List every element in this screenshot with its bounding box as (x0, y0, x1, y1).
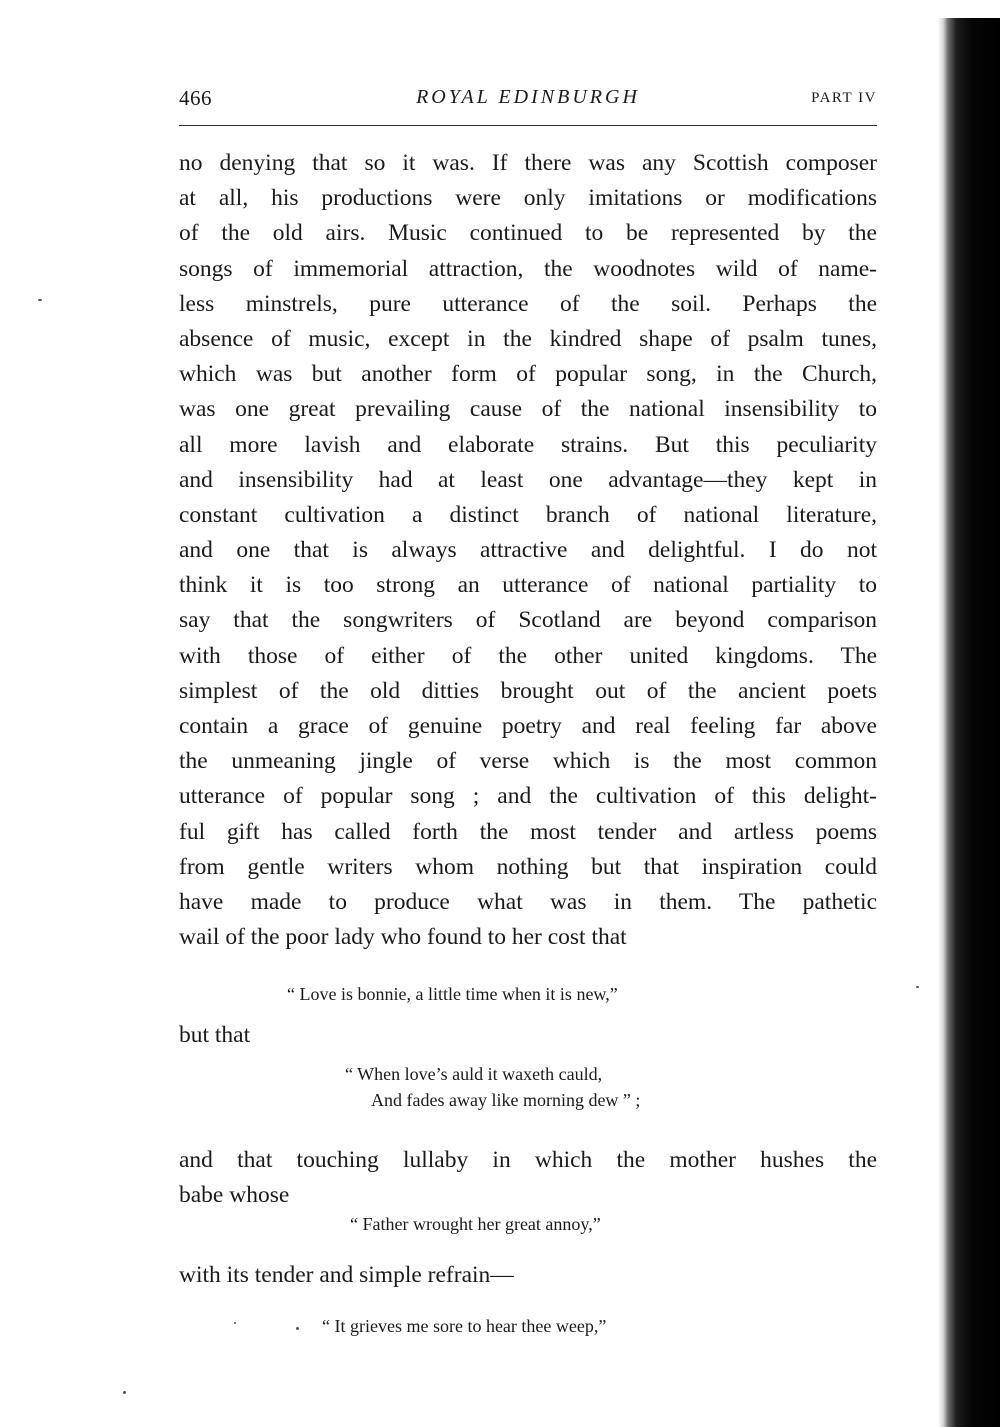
text-line: with those of either of the other united kingdoms. The (179, 642, 877, 669)
text-line: have made to produce what was in them. The pathetic (179, 888, 877, 915)
scan-speck (234, 1322, 236, 1324)
scan-speck (296, 1327, 299, 1330)
text-line: babe whose (179, 1182, 290, 1208)
text-line: songs of immemorial attraction, the woodnotes wild of name- (179, 255, 877, 282)
quote-when-loves-auld-line2: And fades away like morning dew ” ; (371, 1090, 641, 1110)
text-line: was one great prevailing cause of the national insensibility to (179, 396, 877, 423)
book-title: ROYAL EDINBURGH (416, 86, 640, 108)
text-line: no denying that so it was. If there was any Scottish composer (179, 150, 877, 176)
text-line: all more lavish and elaborate strains. But this peculiarity (179, 431, 877, 458)
connector-but-that: but that (179, 1022, 251, 1048)
scan-page-edge (938, 18, 1000, 1427)
text-line: and one that is always attractive and delightful. I do not (179, 537, 877, 564)
text-line: at all, his productions were only imitations or modifications (179, 185, 877, 212)
text-line: ful gift has called forth the most tender and artless poems (179, 818, 877, 845)
text-line: say that the songwriters of Scotland are beyond comparison (179, 607, 877, 634)
lullaby-paragraph (179, 1143, 877, 1213)
connector-refrain: with its tender and simple refrain— (179, 1262, 514, 1288)
quote-when-loves-auld-line1: “ When love’s auld it waxeth cauld, (345, 1064, 603, 1084)
text-line: and that touching lullaby in which the mother hushes the (179, 1147, 877, 1173)
text-line: simplest of the old ditties brought out of the ancient poets (179, 677, 877, 704)
text-line: constant cultivation a distinct branch of national literature, (179, 501, 877, 528)
text-line: utterance of popular song ; and the cultivation of this delight- (179, 783, 877, 810)
scan-speck (123, 1391, 126, 1394)
text-line: which was but another form of popular song, in the Church, (179, 361, 877, 388)
text-line: and insensibility had at least one advantage—they kept in (179, 466, 877, 493)
text-line: from gentle writers whom nothing but that inspiration could (179, 853, 877, 880)
part-label: PART IV (811, 90, 877, 106)
text-line: of the old airs. Music continued to be represented by the (179, 220, 877, 247)
header-rule (179, 125, 877, 126)
scan-speck (916, 986, 919, 988)
body-paragraph (179, 146, 877, 955)
text-line: contain a grace of genuine poetry and real feeling far above (179, 713, 877, 739)
quote-father-wrought: “ Father wrought her great annoy,” (350, 1214, 601, 1234)
text-line: think it is too strong an utterance of national partiality to (179, 572, 877, 599)
running-head (179, 84, 877, 114)
quote-it-grieves-me: “ It grieves me sore to hear thee weep,” (322, 1316, 607, 1336)
page-number: 466 (179, 86, 212, 110)
text-line: absence of music, except in the kindred shape of psalm tunes, (179, 325, 877, 352)
text-line: less minstrels, pure utterance of the soil. Perhaps the (179, 290, 877, 317)
text-line: wail of the poor lady who found to her cost that (179, 924, 627, 951)
text-line: the unmeaning jingle of verse which is the most common (179, 748, 877, 775)
quote-love-is-bonnie: “ Love is bonnie, a little time when it is new,” (287, 984, 618, 1004)
scan-speck (38, 299, 42, 301)
